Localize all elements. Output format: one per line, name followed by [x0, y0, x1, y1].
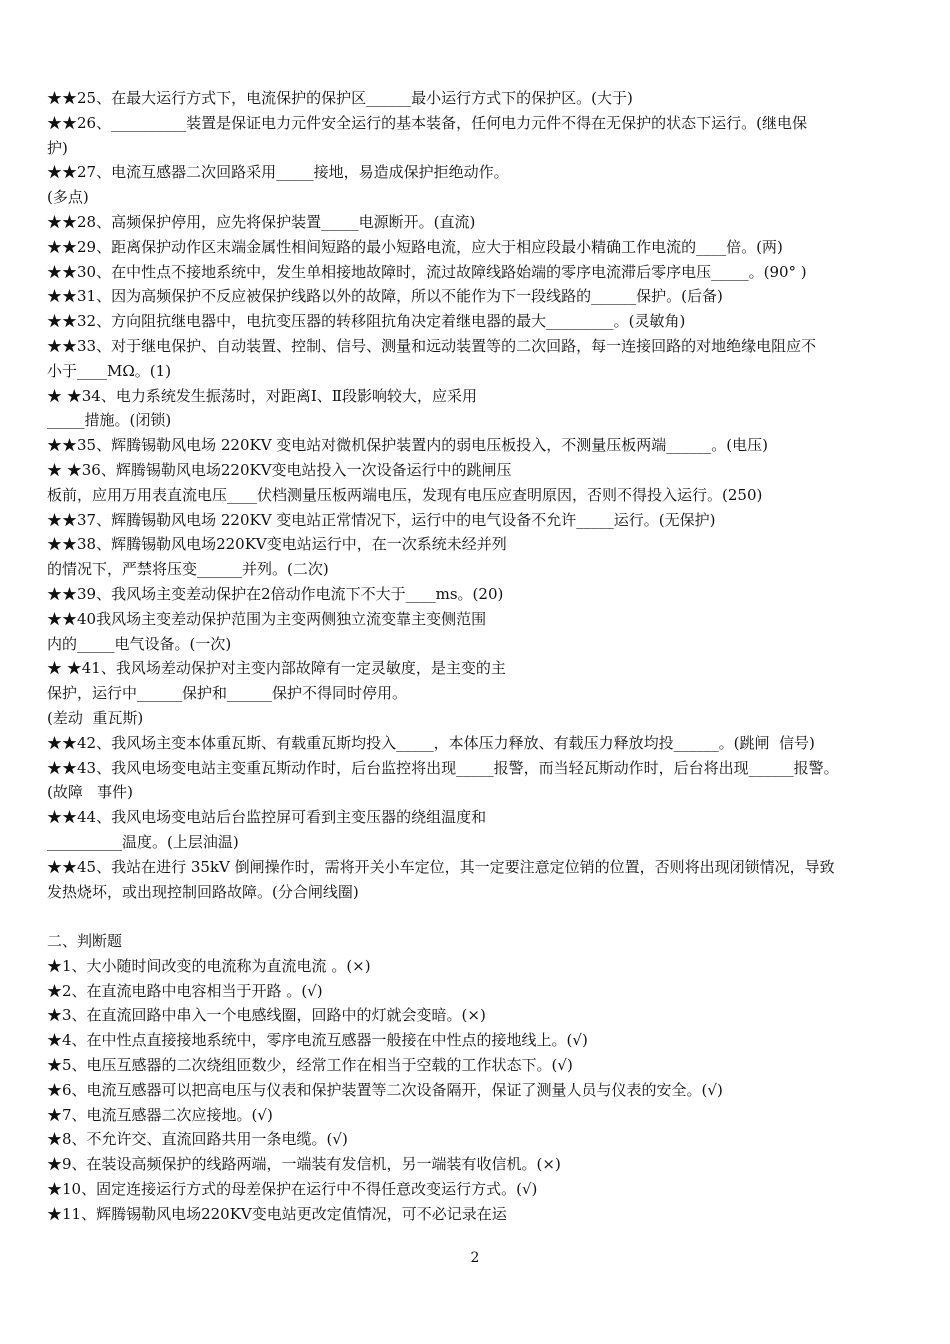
judgment-line: ★2、在直流电路中电容相当于开路 。(√): [47, 981, 323, 1000]
question-line: _____措施。(闭锁): [47, 411, 172, 430]
question-line: ★★38、辉腾锡勒风电场220KV变电站运行中，在一次系统未经并列: [47, 535, 507, 554]
question-line: ★★37、辉腾锡勒风电场 220KV 变电站正常情况下，运行中的电气设备不允许_____运行。(无保护): [47, 510, 716, 529]
judgment-line: ★1、大小随时间改变的电流称为直流电流 。(×): [47, 956, 371, 975]
question-line: ★ ★34、电力系统发生振荡时，对距离Ⅰ、Ⅱ段影响较大，应采用: [47, 386, 477, 405]
judgment-line: ★8、不允许交、直流回路共用一条电缆。(√): [47, 1130, 348, 1149]
question-line: 小于____MΩ。(1): [47, 361, 172, 380]
question-line: 发热烧坏，或出现控制回路故障。(分合闸线圈): [47, 882, 359, 901]
judgment-line: ★4、在中性点直接接地系统中，零序电流互感器一般接在中性点的接地线上。(√): [47, 1031, 588, 1050]
page-number: 2: [470, 1250, 480, 1266]
question-line: 护): [47, 138, 68, 157]
question-line: ★★26、__________装置是保证电力元件安全运行的基本装备，任何电力元件不得在无保护的状态下运行。(继电保: [47, 113, 807, 132]
judgment-line: ★7、电流互感器二次应接地。(√): [47, 1105, 273, 1124]
question-line: 内的_____电气设备。(一次): [47, 634, 232, 653]
judgment-line: ★3、在直流回路中串入一个电感线圈，回路中的灯就会变暗。(×): [47, 1006, 486, 1025]
question-line: ★★45、我站在进行 35kV 倒闸操作时，需将开关小车定位，其一定要注意定位销的位置，否则将出现闭锁情况，导致: [47, 857, 835, 876]
question-line: ★ ★41、我风场差动保护对主变内部故障有一定灵敏度，是主变的主: [47, 659, 506, 678]
true-false-questions: [47, 954, 909, 1227]
judgment-line: ★9、在装设高频保护的线路两端，一端装有发信机，另一端装有收信机。(×): [47, 1155, 561, 1174]
judgment-line: ★6、电流互感器可以把高电压与仪表和保护装置等二次设备隔开，保证了测量人员与仪表的安全。(√): [47, 1080, 723, 1099]
question-line: ★★32、方向阻抗继电器中，电抗变压器的转移阻抗角决定着继电器的最大_________。(灵敏角): [47, 312, 686, 331]
judgment-line: ★10、固定连接运行方式的母差保护在运行中不得任意改变运行方式。(√): [47, 1180, 538, 1199]
document-page: [47, 86, 909, 1227]
judgment-line: ★11、辉腾锡勒风电场220KV变电站更改定值情况，可不必记录在运: [47, 1204, 507, 1223]
question-line: ★★29、距离保护动作区末端金属性相间短路的最小短路电流，应大于相应段最小精确工作电流的____倍。(两): [47, 237, 783, 256]
question-line: __________温度。(上层油温): [47, 832, 239, 851]
question-line: ★ ★36、辉腾锡勒风电场220KV变电站投入一次设备运行中的跳闸压: [47, 460, 512, 479]
question-line: (差动 重瓦斯): [47, 708, 144, 727]
question-line: ★★39、我风场主变差动保护在2倍动作电流下不大于____ms。(20): [47, 584, 504, 603]
question-line: (多点): [47, 188, 89, 207]
question-line: ★★35、辉腾锡勒风电场 220KV 变电站对微机保护装置内的弱电压板投入，不测量压板两端______。(电压): [47, 436, 769, 455]
question-line: ★★40我风场主变差动保护范围为主变两侧独立流变靠主变侧范围: [47, 609, 487, 628]
judgment-line: ★5、电压互感器的二次绕组匝数少，经常工作在相当于空载的工作状态下。(√): [47, 1056, 573, 1075]
question-line: ★★42、我风场主变本体重瓦斯、有载重瓦斯均投入_____，本体压力释放、有载压力释放均投______。(跳闸 信号): [47, 733, 815, 752]
question-line: 板前，应用万用表直流电压____伏档测量压板两端电压，发现有电压应查明原因，否则不得投入运行。(250): [47, 485, 763, 504]
section-title: 二、判断题: [47, 932, 123, 951]
question-line: 的情况下，严禁将压变______并列。(二次): [47, 560, 329, 579]
question-line: ★★31、因为高频保护不反应被保护线路以外的故障，所以不能作为下一段线路的______保护。(后备): [47, 287, 723, 306]
question-line: ★★28、高频保护停用，应先将保护装置_____电源断开。(直流): [47, 212, 476, 231]
fill-in-questions: [47, 86, 909, 904]
question-line: (故障 事件): [47, 783, 134, 802]
question-line: 保护，运行中______保护和______保护不得同时停用。: [47, 684, 408, 703]
question-line: ★★27、电流互感器二次回路采用_____接地，易造成保护拒绝动作。: [47, 163, 509, 182]
question-line: ★★44、我风电场变电站后台监控屏可看到主变压器的绕组温度和: [47, 808, 487, 827]
question-line: ★★43、我风电场变电站主变重瓦斯动作时，后台监控将出现_____报警，而当轻瓦斯动作时，后台将出现______报警。: [47, 758, 839, 777]
question-line: ★★33、对于继电保护、自动装置、控制、信号、测量和远动装置等的二次回路，每一连接回路的对地绝缘电阻应不: [47, 336, 817, 355]
question-line: ★★25、在最大运行方式下，电流保护的保护区______最小运行方式下的保护区。(大于): [47, 89, 633, 107]
question-line: ★★30、在中性点不接地系统中，发生单相接地故障时，流过故障线路始端的零序电流滞后零序电压_____。(90° ): [47, 262, 807, 281]
